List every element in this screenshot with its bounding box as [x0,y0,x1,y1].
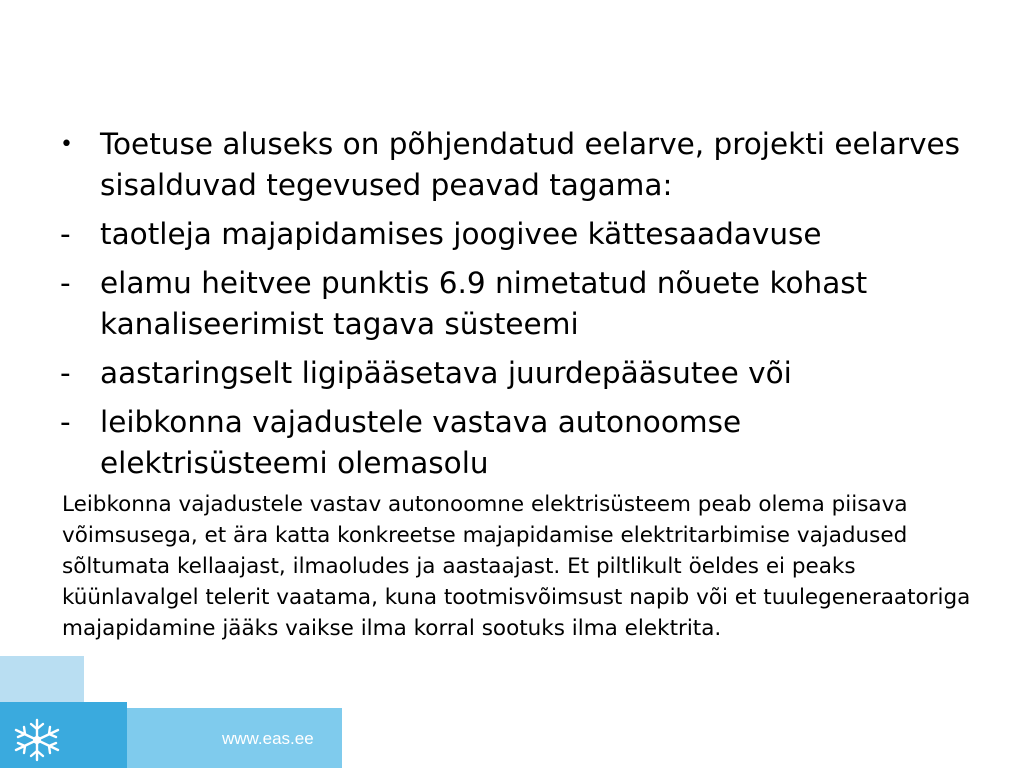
list-item-text: elamu heitvee punktis 6.9 nimetatud nõuete kohast kanaliseerimist tagava süsteemi [100,266,868,341]
requirements-list [58,124,978,492]
footer-url[interactable]: www.eas.ee [222,729,314,748]
eas-snowflake-logo-icon [8,716,66,764]
dash-marker: - [60,217,71,251]
list-item-text: taotleja majapidamises joogivee kättesaadavuse [100,217,822,251]
bullet-marker: • [60,132,73,157]
list-item-text: leibkonna vajadustele vastava autonoomse elektrisüsteemi olemasolu [100,405,742,480]
list-item-intro [58,124,978,206]
list-item-water [58,214,978,255]
list-item-access-road [58,353,978,394]
explanatory-note: Leibkonna vajadustele vastav autonoomne elektrisüsteem peab olema piisava võimsusega, et ära katta konkreetse majapidamise elektritarbimise vajadused sõltumata kellaajast, ilmaoludes ja aastaajast. Et piltlikult öeldes ei peaks küünlavalgel telerit vaatama, kuna tootmisvõimsust napib või et tuulegeneraatoriga majapidamine jääks vaikse ilma korral sootuks ilma elektrita. [62,492,971,641]
list-item-electricity [58,402,978,484]
list-item-sewage [58,263,978,345]
list-item-text: Toetuse aluseks on põhjendatud eelarve, projekti eelarves sisalduvad tegevused peavad tagama: [100,127,961,202]
dash-marker: - [60,356,71,390]
dash-marker: - [60,405,71,439]
dash-marker: - [60,266,71,300]
list-item-text: aastaringselt ligipääsetava juurdepääsutee või [100,356,792,390]
